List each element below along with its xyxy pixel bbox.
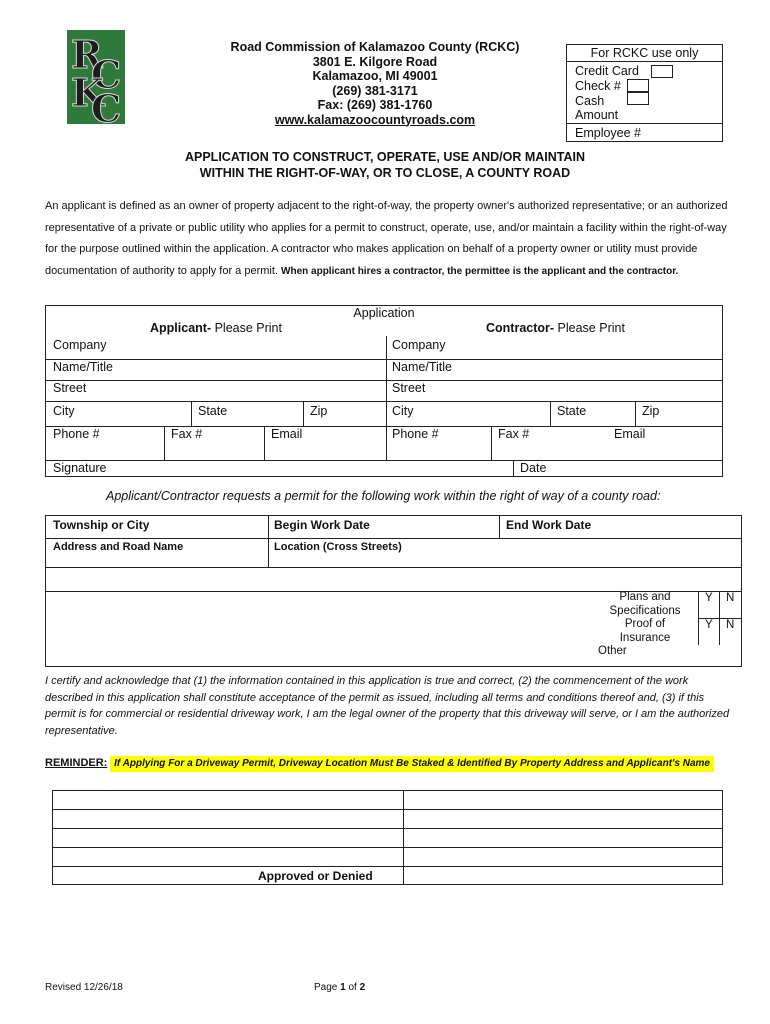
specs-label: Specifications: [609, 604, 681, 617]
contractor-email-field[interactable]: Email: [614, 427, 646, 441]
approved-denied-label: Approved or Denied: [258, 869, 373, 883]
checklist-labels: [595, 591, 695, 645]
cash-label: Cash: [575, 94, 605, 108]
page-number: Page 1 of 2: [314, 982, 366, 993]
other-label: Other: [598, 645, 627, 657]
logo-letter-r: R: [71, 32, 103, 77]
contractor-city-field[interactable]: City: [392, 404, 414, 418]
logo-letter-k: K: [71, 70, 105, 115]
applicant-email-field[interactable]: Email: [271, 427, 303, 441]
address-field[interactable]: Address and Road Name: [53, 541, 184, 553]
plans-yes[interactable]: Y: [705, 592, 713, 604]
org-address1: 3801 E. Kilgore Road: [312, 54, 438, 69]
work-table: [45, 515, 742, 667]
contractor-street-field[interactable]: Street: [392, 381, 426, 395]
insurance-no[interactable]: N: [726, 619, 735, 631]
contractor-company-field[interactable]: Company: [392, 338, 446, 352]
reminder-label: REMINDER:: [45, 757, 108, 769]
applicant-company-field[interactable]: Company: [53, 338, 107, 352]
org-fax: Fax: (269) 381-1760: [317, 98, 433, 112]
application-heading: Application: [353, 306, 415, 320]
title-line2: WITHIN THE RIGHT-OF-WAY, OR TO CLOSE, A COUNTY ROAD: [199, 166, 571, 180]
intro-text: An applicant is defined as an owner of property adjacent to the right-of-way, the property owner's authorized representative; or an authorized representative of a private or public utility who applies for a permit to construct, operate, use, and/or maintain a facility within the right-of-way for the purpose outlined within the application. A contractor who makes application on behalf of a property owner or utility must provide documentation of authority to apply for a permit.: [45, 200, 728, 277]
amount-label: Amount: [575, 108, 619, 122]
intro-paragraph: [45, 196, 735, 282]
contractor-fax-field[interactable]: Fax #: [498, 427, 530, 441]
applicant-city-field[interactable]: City: [53, 404, 75, 418]
insurance-yes[interactable]: Y: [705, 619, 713, 631]
org-url[interactable]: www.kalamazoocountyroads.com: [274, 112, 476, 127]
credit-card-label: Credit Card: [575, 64, 639, 78]
applicant-state-field[interactable]: State: [198, 404, 228, 418]
check-checkbox[interactable]: [627, 79, 649, 92]
township-field[interactable]: Township or City: [53, 518, 150, 532]
applicant-phone-field[interactable]: Phone #: [53, 427, 100, 441]
office-use-title: For RCKC use only: [590, 46, 699, 60]
insurance-label: Insurance: [619, 631, 671, 644]
contractor-zip-field[interactable]: Zip: [642, 404, 660, 418]
applicant-street-field[interactable]: Street: [53, 381, 87, 395]
contractor-state-field[interactable]: State: [557, 404, 587, 418]
rckc-logo: [67, 30, 125, 124]
credit-card-checkbox[interactable]: [651, 65, 673, 78]
org-header: [210, 40, 540, 127]
org-name: Road Commission of Kalamazoo County (RCKC): [230, 40, 520, 54]
applicant-name-field[interactable]: Name/Title: [53, 360, 113, 374]
application-table: [45, 305, 723, 477]
plans-label: Plans and: [619, 591, 671, 603]
reminder-text: If Applying For a Driveway Permit, Driveway Location Must Be Staked & Identified By Property Address and Applicant's Name: [110, 756, 714, 772]
begin-date-field[interactable]: Begin Work Date: [274, 518, 370, 532]
certification-text: I certify and acknowledge that (1) the information contained in this application is true and correct, (2) the commencement of the work described in this application shall constitute acceptance of the permit as issued, including all terms and conditions thereof and, (3) if this permit is for commercial or residential driveway work, I am the legal owner of the property that this driveway will serve, or I am the authorized representative.: [45, 675, 730, 737]
date-field[interactable]: Date: [520, 461, 547, 475]
contractor-phone-field[interactable]: Phone #: [392, 427, 439, 441]
applicant-heading: Applicant- Please Print: [150, 321, 282, 335]
org-address2: Kalamazoo, MI 49001: [312, 69, 438, 83]
employee-label: Employee #: [575, 126, 642, 140]
signature-field[interactable]: Signature: [53, 461, 107, 475]
applicant-zip-field[interactable]: Zip: [310, 404, 328, 418]
form-title: [100, 149, 670, 181]
logo-letter-c1: C: [91, 52, 122, 97]
contractor-name-field[interactable]: Name/Title: [392, 360, 452, 374]
applicant-fax-field[interactable]: Fax #: [171, 427, 203, 441]
proof-label: Proof of: [624, 618, 666, 630]
office-use-box: [566, 44, 723, 142]
title-line1: APPLICATION TO CONSTRUCT, OPERATE, USE AND/OR MAINTAIN: [184, 150, 585, 164]
intro-bold-text: When applicant hires a contractor, the permittee is the applicant and the contractor.: [281, 265, 679, 277]
logo-letter-c2: C: [91, 86, 122, 124]
end-date-field[interactable]: End Work Date: [506, 518, 592, 532]
reminder: [45, 757, 714, 769]
check-label: Check #: [575, 79, 621, 93]
cash-checkbox[interactable]: [627, 92, 649, 105]
approval-table: [52, 790, 723, 885]
revised-date: Revised 12/26/18: [45, 982, 123, 993]
location-field[interactable]: Location (Cross Streets): [274, 541, 402, 553]
contractor-heading: Contractor- Please Print: [486, 321, 625, 335]
work-request-text: Applicant/Contractor requests a permit for the following work within the right of way of a county road:: [106, 489, 661, 503]
org-phone: (269) 381-3171: [332, 83, 418, 98]
plans-no[interactable]: N: [726, 592, 735, 604]
